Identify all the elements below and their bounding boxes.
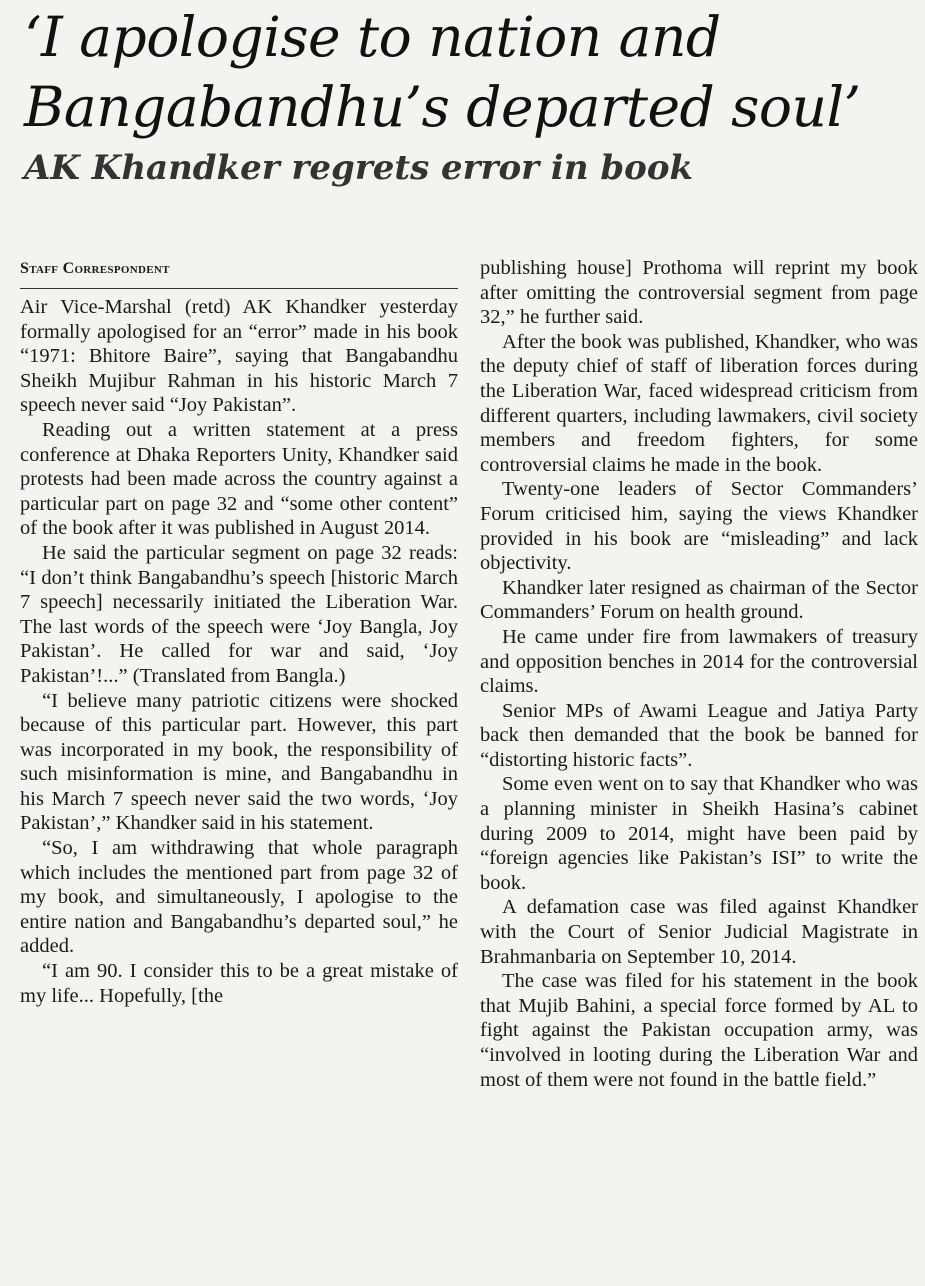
headline xyxy=(24,2,917,142)
paragraph: Senior MPs of Awami League and Jatiya Party back then demanded that the book be banned for “distorting historic facts”. xyxy=(480,699,918,771)
paragraph: Air Vice-Marshal (retd) AK Khandker yesterday formally apologised for an “error” made in his book “1971: Bhitore Baire”, saying that Bangabandhu Sheikh Mujibur Rahman in his historic March 7 speech never said “Joy Pakistan”. xyxy=(20,296,458,417)
paragraph: publishing house] Prothoma will reprint my book after omitting the controversial segment from page 32,” he further said. xyxy=(480,257,918,329)
paragraph: The case was filed for his statement in the book that Mujib Bahini, a special force formed by AL to fight against the Pakistan occupation army, was “involved in looting during the Liberation War and most of them were not found in the battle field.” xyxy=(480,970,918,1091)
paragraph: He came under fire from lawmakers of treasury and opposition benches in 2014 for the controversial claims. xyxy=(480,625,918,698)
paragraph: Twenty-one leaders of Sector Commanders’ Forum criticised him, saying the views Khandker provided in his book are “misleading” and lack objectivity. xyxy=(480,478,918,575)
paragraph: After the book was published, Khandker, who was the deputy chief of staff of liberation forces during the Liberation War, faced widespread criticism from different quarters, including lawmakers, civil society members and freedom fighters, for some controversial claims he made in the book. xyxy=(480,330,918,476)
article-body xyxy=(20,256,920,1286)
right-column xyxy=(480,256,918,1092)
headline-line-1: ‘I apologise to nation and xyxy=(24,5,721,69)
paragraph: “I believe many patriotic citizens were shocked because of this particular part. However, this part was incorporated in my book, the responsibility of such misinformation is mine, and Bangabandhu in his March 7 speech never said the two words, ‘Joy Pakistan’,” Khandker said in his statement. xyxy=(20,689,458,835)
paragraph: Reading out a written statement at a press conference at Dhaka Reporters Unity, Khandker said protests had been made across the country against a particular part on page 32 and “some other content” of the book after it was published in August 2014. xyxy=(20,418,458,540)
paragraph: “I am 90. I consider this to be a great mistake of my life... Hopefully, [the xyxy=(20,960,458,1007)
byline: Staff Correspondent xyxy=(20,256,458,289)
paragraph: A defamation case was filed against Khandker with the Court of Senior Judicial Magistrate in Brahmanbaria on September 10, 2014. xyxy=(480,896,918,968)
paragraph: Khandker later resigned as chairman of the Sector Commanders’ Forum on health ground. xyxy=(480,576,918,624)
paragraph: Some even went on to say that Khandker who was a planning minister in Sheikh Hasina’s cabinet during 2009 to 2014, might have been paid by “foreign agencies like Pakistan’s ISI” to write the book. xyxy=(480,773,918,894)
left-column xyxy=(20,256,458,1008)
paragraph: He said the particular segment on page 32 reads: “I don’t think Bangabandhu’s speech [historic March 7 speech] necessarily initiated the Liberation War. The last words of the speech were ‘Joy Bangla, Joy Pakistan’. He called for war and said, ‘Joy Pakistan’!...” (Translated from Bangla.) xyxy=(20,541,458,687)
paragraph: “So, I am withdrawing that whole paragraph which includes the mentioned part from page 32 of my book, and simultaneously, I apologise to the entire nation and Bangabandhu’s departed soul,” he added. xyxy=(20,837,458,958)
headline-line-2: Bangabandhu’s departed soul’ xyxy=(24,75,861,139)
subheadline: AK Khandker regrets error in book xyxy=(24,148,694,188)
